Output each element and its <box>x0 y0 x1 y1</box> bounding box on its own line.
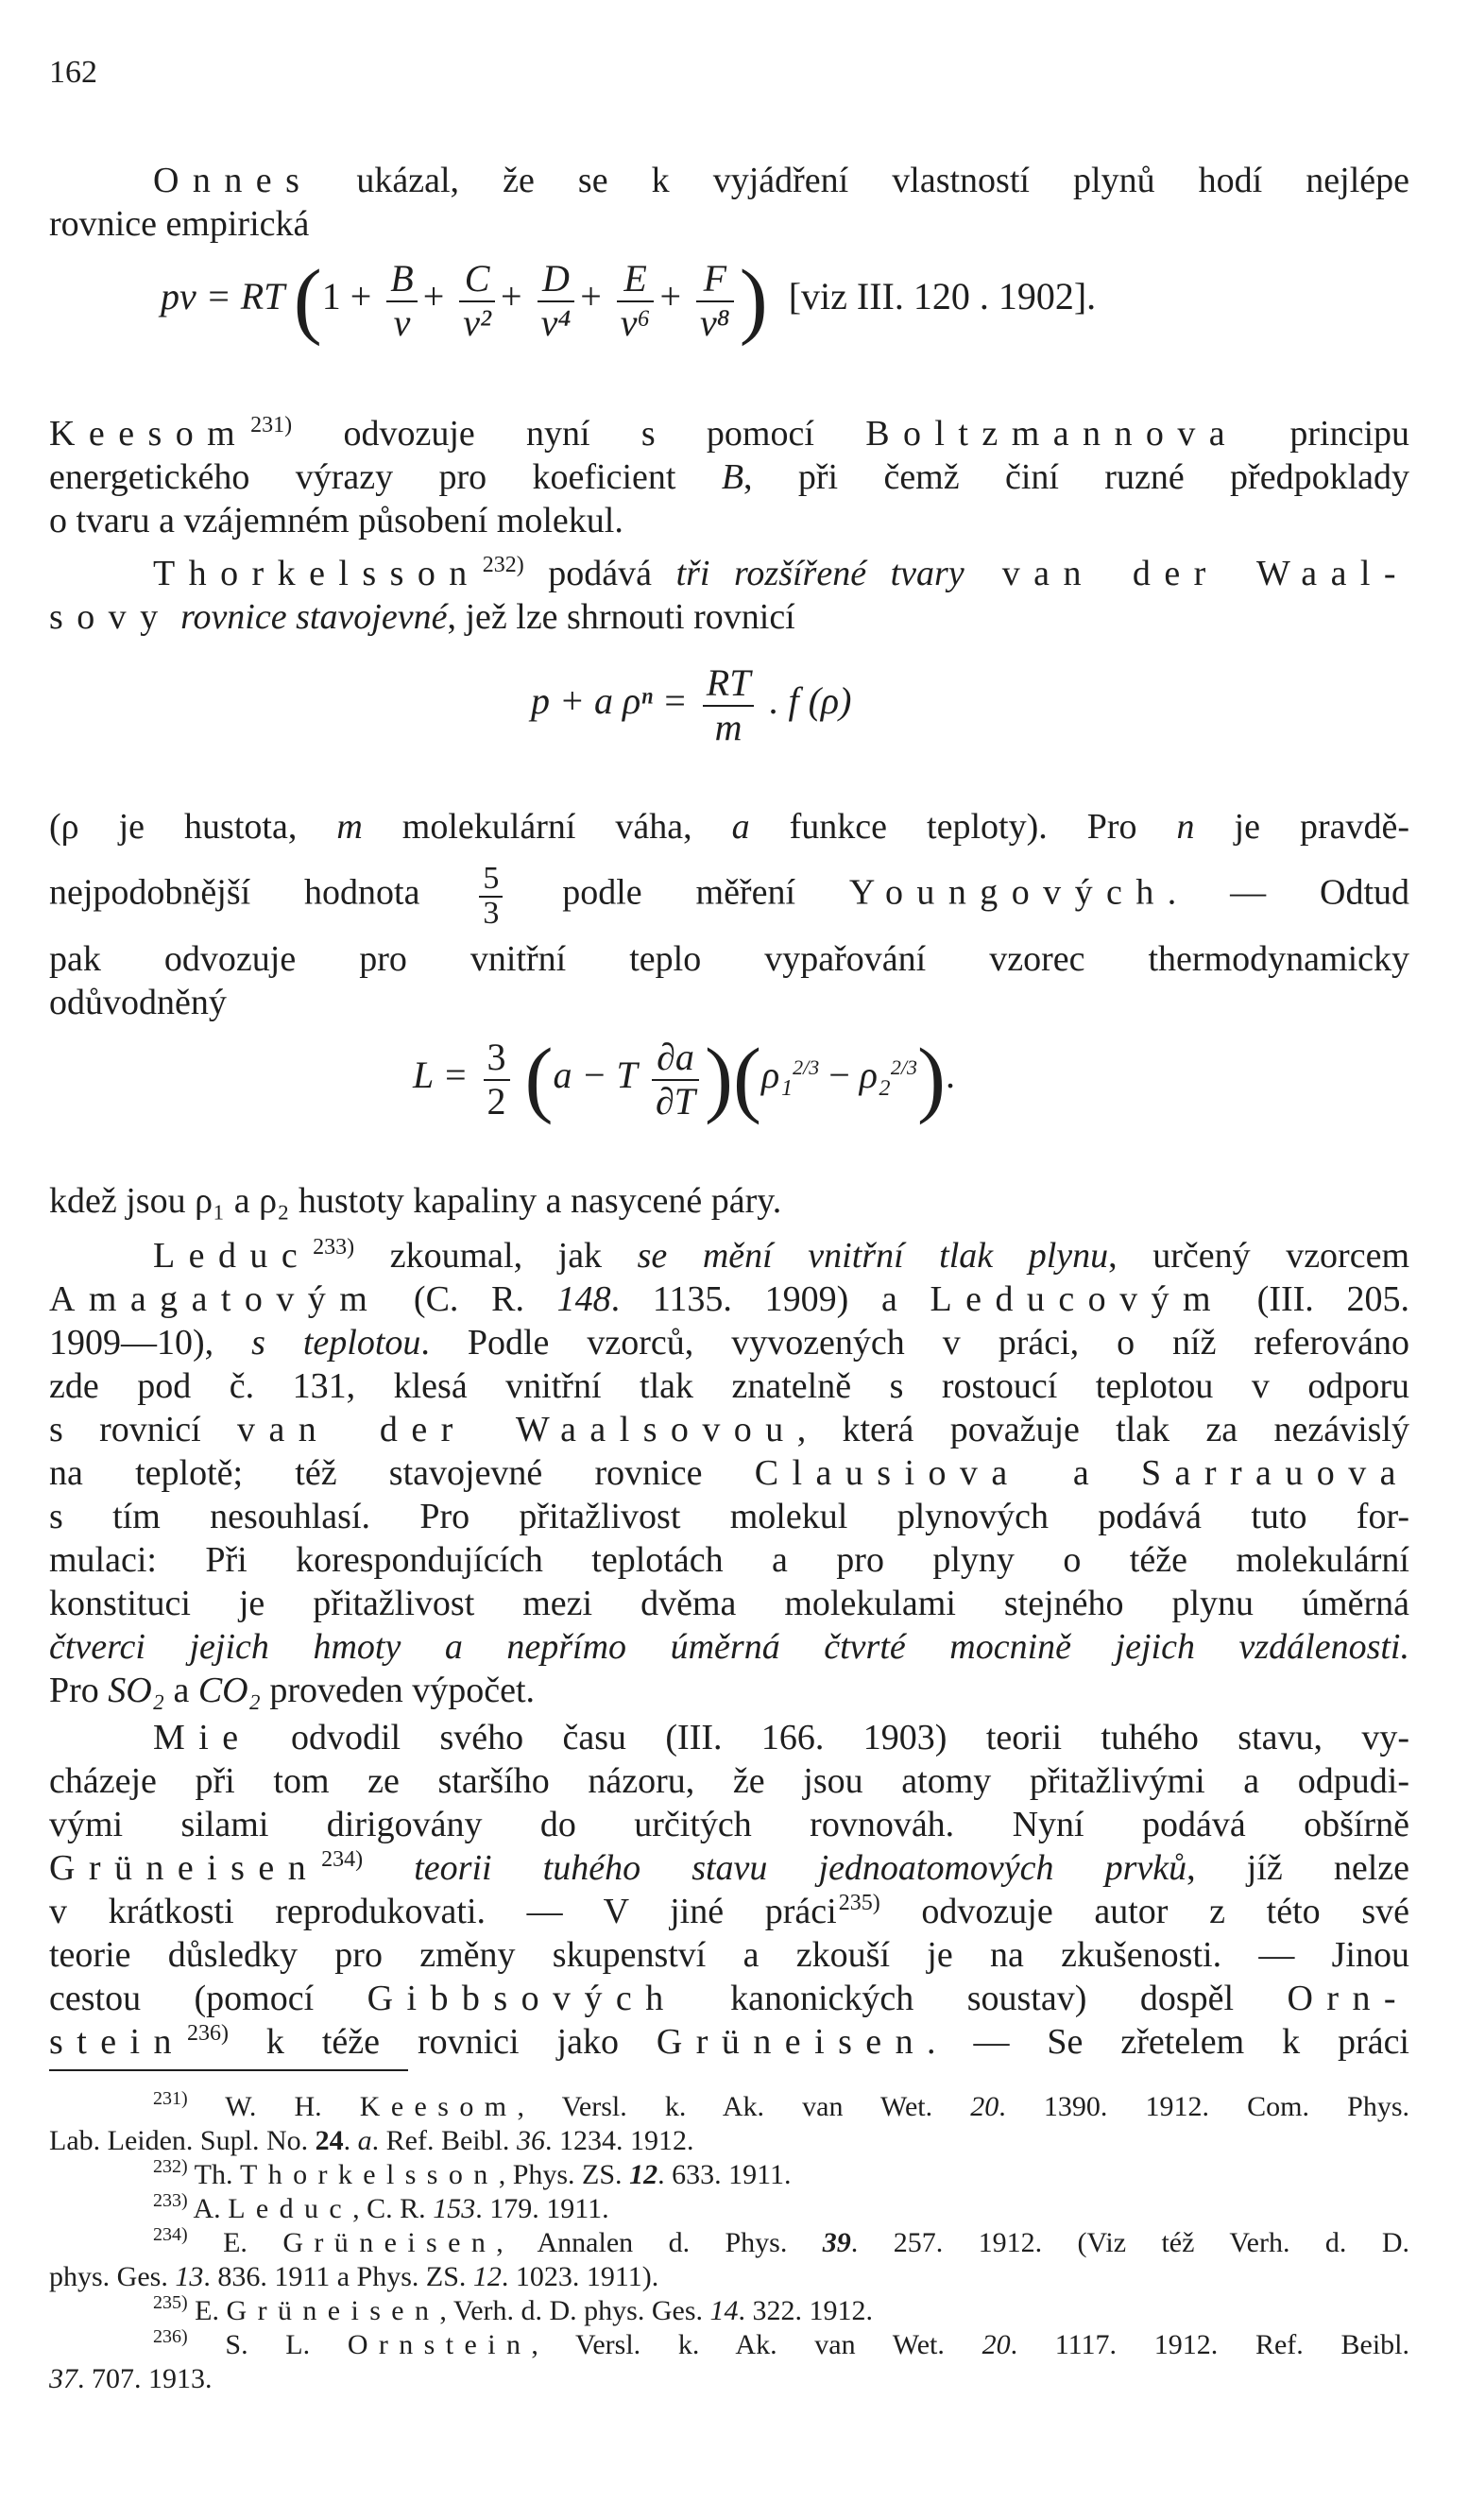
text-run: . 836. 1911 a Phys. ZS. <box>203 2261 473 2292</box>
footnote-ref[interactable]: 231) <box>250 413 293 437</box>
paren-close: ) <box>705 1032 734 1125</box>
equation-virial <box>161 253 1097 347</box>
author-name: Keesom <box>49 414 249 454</box>
plus: + <box>501 275 522 318</box>
text-run: phys. Ges. <box>49 2261 176 2292</box>
text-run: . 1234. 1912. <box>544 2125 694 2156</box>
volume-number: 153 <box>433 2193 476 2224</box>
footnote-231 <box>49 2090 1409 2124</box>
author-name: Amagatovým <box>49 1279 382 1319</box>
text-run: , C. R. <box>352 2193 434 2224</box>
paragraph-line: s tím nesouhlasí. Pro přitažlivost molekul plynových podává tuto for- <box>49 1497 1409 1536</box>
text-run: . <box>946 1054 956 1097</box>
fraction <box>459 257 495 344</box>
footnote-234-cont <box>49 2260 658 2294</box>
denominator: v <box>386 300 417 344</box>
numerator: C <box>464 257 490 300</box>
paren-open: ( <box>293 253 322 347</box>
volume-number: 39 <box>822 2227 851 2258</box>
footnote-divider <box>49 2069 408 2071</box>
symbol: a <box>731 807 750 847</box>
paragraph-line: konstituci je přitažlivost mezi dvěma molekulami stejného plynu úměrná <box>49 1584 1409 1623</box>
text-run: je pravdě- <box>1194 807 1410 847</box>
author-name: van der Waalsovou <box>237 1410 797 1449</box>
denominator: v² <box>459 300 495 344</box>
paragraph-line: teorie důsledky pro změny skupenství a zkouší je na zkušenosti. — Jinou <box>49 1935 1409 1975</box>
paragraph-line <box>49 412 1409 455</box>
equation-lhs: p + a ρⁿ = <box>531 679 688 723</box>
denominator: 2 <box>484 1079 510 1123</box>
author-name: van der Waal- <box>964 554 1410 593</box>
author-name: stein <box>49 2022 185 2062</box>
paragraph-line <box>49 159 1409 202</box>
author-name: Sarrauova <box>1140 1453 1409 1493</box>
text-run: (ρ je hustota, <box>49 807 337 847</box>
text-run: . 1023. 1911). <box>501 2261 659 2292</box>
numerator: ∂a <box>657 1036 694 1078</box>
text-run: Pro <box>49 1671 109 1710</box>
footnote-ref[interactable]: 233) <box>313 1235 355 1260</box>
author-name: Grüneisen <box>656 2022 928 2062</box>
text-run: , Phys. ZS. <box>498 2159 630 2190</box>
fraction <box>617 257 655 344</box>
reference: [viz III. 120 . 1902]. <box>788 275 1097 318</box>
equation-lhs: L = <box>413 1054 469 1097</box>
denominator: 3 <box>479 896 503 930</box>
footnote-mark: 236) <box>153 2326 188 2347</box>
volume-number: 12 <box>629 2159 658 2190</box>
formula: SO₂ <box>108 1671 164 1710</box>
text-run: podává <box>523 554 676 593</box>
text-run: , Versl. k. Ak. van Wet. <box>531 2329 982 2360</box>
footnote-236 <box>49 2328 1409 2362</box>
text-run: s rovnicí <box>49 1410 238 1449</box>
text-run: , jíž nelze <box>1186 1848 1409 1888</box>
paren-open: ( <box>524 1032 554 1125</box>
text-run: v krátkosti reprodukovati. — V jiné práci <box>49 1892 837 1931</box>
paragraph-line <box>49 1716 1409 1759</box>
text-run: odvozuje autor z této své <box>879 1892 1409 1931</box>
text-run: , určený vzorcem <box>1108 1236 1410 1276</box>
text-run: odvozuje nyní s pomocí <box>292 414 814 454</box>
symbol: ρ₂ <box>859 1054 891 1097</box>
paragraph-line: odůvodněný <box>49 983 227 1022</box>
text-run: a − T <box>553 1054 638 1097</box>
symbol: ρ₁ <box>761 1054 794 1097</box>
plus: + <box>422 275 445 318</box>
author-name: sovy <box>49 597 172 637</box>
paragraph-line <box>49 805 1409 849</box>
emphasis: teorii tuhého stavu jednoatomových prvků <box>363 1848 1187 1888</box>
paragraph-line: o tvaru a vzájemném působení molekul. <box>49 501 623 540</box>
numerator: 3 <box>486 1036 506 1078</box>
denominator: m <box>703 705 755 748</box>
text-run: , Annalen d. Phys. <box>496 2227 823 2258</box>
text-run: funkce teploty). Pro <box>749 807 1177 847</box>
numerator: E <box>623 257 647 300</box>
plus: + <box>580 275 602 318</box>
volume-number: 37 <box>49 2363 77 2394</box>
text-run: . 179. 1911. <box>475 2193 609 2224</box>
numerator: F <box>703 257 727 300</box>
paren-open: ( <box>733 1032 761 1125</box>
footnote-231-cont <box>49 2124 693 2158</box>
footnote-ref[interactable]: 232) <box>482 553 524 577</box>
text-run: 1 + <box>321 275 372 318</box>
paragraph-line <box>49 595 795 639</box>
text-run: odvodil svého času (III. 166. 1903) teorii tuhého stavu, vy- <box>251 1718 1409 1757</box>
author-name: Youngových <box>848 872 1168 913</box>
numerator: RT <box>706 661 751 704</box>
denominator: v⁸ <box>696 300 734 344</box>
paragraph-line <box>49 1234 1409 1277</box>
volume-number: 36 <box>516 2125 545 2156</box>
paragraph-line: kdež jsou ρ₁ a ρ₂ hustoty kapaliny a nasycené páry. <box>49 1181 782 1221</box>
exponent: 2/3 <box>890 1054 918 1079</box>
fraction <box>386 257 417 344</box>
text-run: na teplotě; též stavojevné rovnice <box>49 1453 755 1493</box>
paragraph-line <box>49 1977 1409 2020</box>
text-run: , při čemž činí ruzné předpoklady <box>743 457 1409 497</box>
footnote-235 <box>49 2294 873 2328</box>
equation-thorkelsson <box>531 661 851 748</box>
footnote-mark: 234) <box>153 2224 188 2245</box>
text-run: S. L. <box>187 2329 348 2360</box>
text-run: (C. R. <box>381 1279 557 1319</box>
emphasis: rovnice stavojevné <box>171 597 448 637</box>
numerator: B <box>390 257 414 300</box>
text-run: Lab. Leiden. Supl. No. <box>49 2125 316 2156</box>
text-run: proveden výpočet. <box>260 1671 536 1710</box>
paragraph-line: vými silami dirigovány do určitých rovnováh. Nyní podává obšírně <box>49 1805 1409 1844</box>
exponent: 2/3 <box>793 1054 820 1079</box>
footnote-ref[interactable]: 234) <box>321 1847 364 1872</box>
text-run: . 633. 1911. <box>657 2159 792 2190</box>
text-run: , která považuje tlak za nezávislý <box>796 1410 1409 1449</box>
author-name: Thorkelsson <box>153 554 481 593</box>
author-name: Ornstein <box>347 2329 532 2360</box>
paragraph-line <box>49 552 1409 595</box>
paragraph-line: cházeje při tom ze staršího názoru, že jsou atomy přitažlivými a odpudi- <box>49 1761 1409 1801</box>
text-run: , jež lze shrnouti rovnicí <box>447 597 795 637</box>
fraction <box>703 661 755 748</box>
volume-number: 148 <box>556 1279 611 1319</box>
text-run: energetického výrazy pro koeficient <box>49 457 722 497</box>
volume-number: 24 <box>315 2125 344 2156</box>
text-run: kanonických soustav) dospěl <box>676 1979 1288 2018</box>
volume-number: 12 <box>472 2261 502 2292</box>
plus: + <box>659 275 682 318</box>
text-run: E. <box>187 2295 227 2326</box>
text-run: . 1117. 1912. Ref. Beibl. <box>1010 2329 1410 2360</box>
footnote-mark: 232) <box>153 2156 188 2177</box>
author-name: Gibbsových <box>367 1979 677 2018</box>
emphasis: tři rozšířené tvary <box>675 554 964 593</box>
footnote-234 <box>49 2226 1409 2260</box>
fraction <box>484 1036 510 1123</box>
text-run: , Verh. d. D. phys. Ges. <box>439 2295 710 2326</box>
paragraph-line <box>49 1277 1409 1321</box>
emphasis: se mění vnitřní tlak plynu <box>637 1236 1109 1276</box>
author-name: Clausiova <box>754 1453 1021 1493</box>
text-run: cestou (pomocí <box>49 1979 367 2018</box>
text-run: . — Se zřetelem k práci <box>927 2022 1409 2062</box>
fraction <box>538 257 575 344</box>
symbol: B <box>721 457 744 497</box>
text-run: (III. 205. <box>1223 1279 1409 1319</box>
page-number: 162 <box>49 55 97 90</box>
paragraph-line <box>49 1451 1409 1495</box>
text-run: A. <box>187 2193 229 2224</box>
denominator: ∂T <box>652 1079 699 1123</box>
paragraph-line: pak odvozuje pro vnitřní teplo vypařování vzorec thermodynamicky <box>49 939 1409 979</box>
paragraph-line: čtverci jejich hmoty a nepřímo úměrná čtvrté mocnině jejich vzdálenosti. <box>49 1627 1409 1667</box>
formula: CO₂ <box>197 1671 261 1710</box>
text-run: Th. <box>187 2159 240 2190</box>
emphasis: s teplotou <box>251 1323 421 1363</box>
author-name: Boltzmannova <box>865 414 1239 454</box>
fraction <box>652 1036 699 1123</box>
text-run: 1909—10), <box>49 1323 252 1363</box>
text-run: . 1135. 1909) a <box>610 1279 930 1319</box>
paren-close: ) <box>739 253 768 347</box>
fraction <box>696 257 734 344</box>
text-run: W. H. <box>187 2091 360 2122</box>
paragraph-line <box>49 455 1409 499</box>
footnote-233 <box>49 2192 609 2226</box>
footnote-mark: 233) <box>153 2190 188 2211</box>
author-name: Leduc <box>228 2193 353 2224</box>
author-name: Leducovým <box>930 1279 1224 1319</box>
paren-close: ) <box>917 1032 947 1125</box>
author-name: Grüneisen <box>282 2227 497 2258</box>
text-run: . 707. 1913. <box>77 2363 213 2394</box>
text-run: k téže rovnici jako <box>228 2022 657 2062</box>
numerator: D <box>541 257 570 300</box>
paragraph-line <box>49 1669 535 1712</box>
equation-rhs: . f (ρ) <box>769 679 852 723</box>
volume-number: 20 <box>970 2091 999 2122</box>
text-run: . 1390. 1912. Com. Phys. <box>999 2091 1409 2122</box>
text-run: . 257. 1912. (Viz též Verh. d. D. <box>850 2227 1409 2258</box>
text-run: zkoumal, jak <box>354 1236 638 1276</box>
paragraph-line <box>49 1890 1409 1933</box>
equation-lhs: pv = RT <box>161 275 284 318</box>
symbol: n <box>1176 807 1195 847</box>
numerator: 5 <box>483 861 500 896</box>
text-run: E. <box>187 2227 283 2258</box>
text-run: . Ref. Beibl. <box>371 2125 517 2156</box>
symbol: m <box>336 807 363 847</box>
text-run: a <box>1020 1453 1141 1493</box>
minus: − <box>828 1054 850 1097</box>
text-run: a <box>163 1671 198 1710</box>
footnote-ref[interactable]: 235) <box>838 1891 880 1915</box>
author-name: Thorkelsson <box>239 2159 499 2190</box>
volume-number: 20 <box>982 2329 1011 2360</box>
text-run: . 322. 1912. <box>738 2295 874 2326</box>
author-name: Grüneisen <box>226 2295 440 2326</box>
equation-heat-of-vaporization <box>413 1032 956 1125</box>
text-run: , Versl. k. Ak. van Wet. <box>517 2091 971 2122</box>
denominator: v⁴ <box>538 300 575 344</box>
text-run: principu <box>1238 414 1410 454</box>
text-run: podle měření <box>508 872 849 913</box>
volume-number: 14 <box>709 2295 739 2326</box>
volume-number: 13 <box>175 2261 204 2292</box>
paragraph-line <box>49 2020 1409 2064</box>
footnote-236-cont <box>49 2362 213 2396</box>
author-name: Keesom <box>359 2091 518 2122</box>
paragraph-line: mulaci: Při korespondujících teplotách a pro plyny o téže molekulární <box>49 1540 1409 1580</box>
footnote-232 <box>49 2158 791 2192</box>
paragraph-line: zde pod č. 131, klesá vnitřní tlak znatelně s rostoucí teplotou v odporu <box>49 1366 1409 1406</box>
footnote-ref[interactable]: 236) <box>186 2021 229 2046</box>
text-run: nejpodobnější hodnota <box>49 872 420 913</box>
author-name: Grüneisen <box>49 1848 320 1888</box>
paragraph-line <box>49 862 1409 930</box>
paragraph-line <box>49 1408 1409 1451</box>
footnote-mark: 235) <box>153 2292 188 2313</box>
author-name: Mie <box>153 1718 252 1757</box>
author-name: Onnes <box>153 161 314 200</box>
author-name: Leduc <box>153 1236 312 1276</box>
text-run: a <box>357 2125 372 2156</box>
text-run: molekulární váha, <box>362 807 732 847</box>
paragraph-line: rovnice empirická <box>49 204 310 244</box>
text-run: . — Odtud <box>1167 872 1410 913</box>
author-name: Orn- <box>1287 1979 1409 2018</box>
footnote-mark: 231) <box>153 2088 188 2109</box>
paragraph-line <box>49 1846 1409 1890</box>
fraction <box>479 862 503 930</box>
text-run: . <box>343 2125 358 2156</box>
text-run: ukázal, že se k vyjádření vlastností plynů hodí nejlépe <box>313 161 1409 200</box>
text-run: . Podle vzorců, vyvozených v práci, o níž referováno <box>420 1323 1409 1363</box>
denominator: v⁶ <box>617 300 655 344</box>
paragraph-line <box>49 1321 1409 1364</box>
